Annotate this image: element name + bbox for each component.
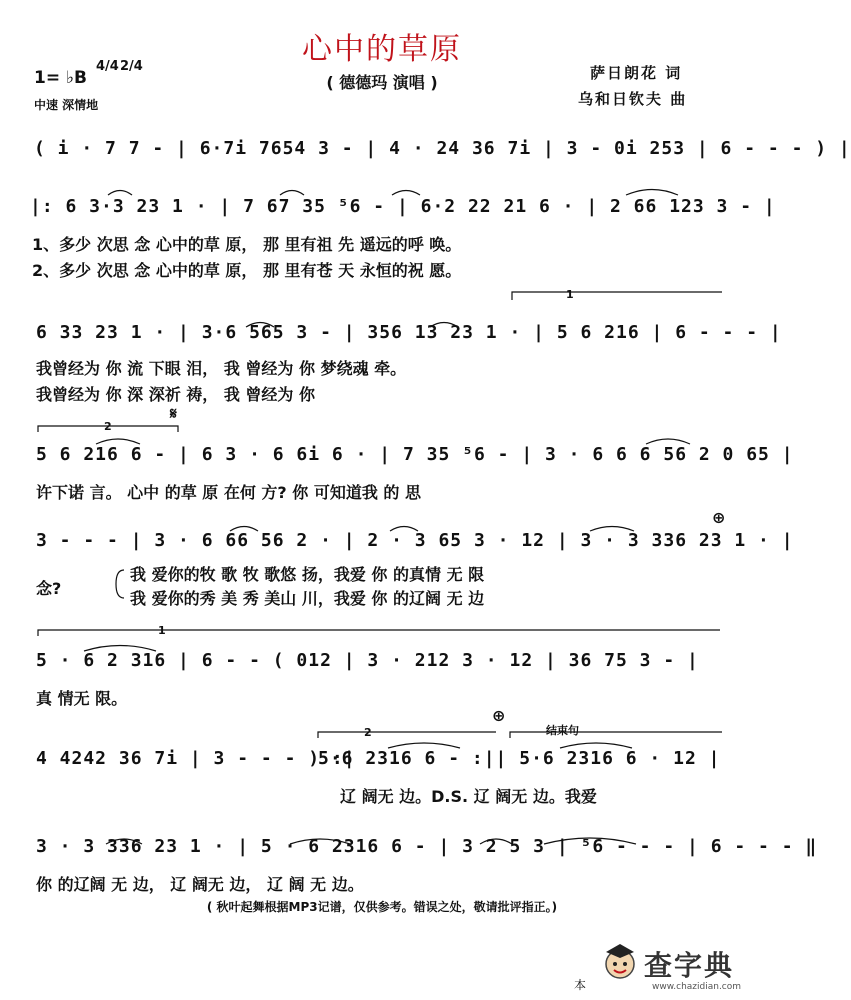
score-row-6: 5 · 6 2 316 | 6 - - ( 012 | 3 · 212 3 · 12 | 36 75 3 - | [36,650,699,671]
lyric-row-5-label: 念? [36,579,62,598]
lyric-row-4: 许下诺 言。 心中 的草 原 在何 方? 你 可知道我 的 思 [36,483,421,502]
volta-1-label-second: 1 [158,624,166,637]
lyricist-credit: 萨日朗花 词 [590,64,683,82]
score-row-7-right: 5·6 2316 6 - :|| 5·6 2316 6 · 12 | [318,748,721,769]
volta-2-label: 2 [104,420,112,433]
key-signature: 1= ♭B [34,68,87,88]
lyric-row-3-verse-2: 我曾经为 你 深 深祈 祷， 我 曾经为 你 [36,385,315,404]
lyric-row-5-verse-1: 我 爱你的牧 歌 牧 歌悠 扬，我爱 你 的真情 无 限 [130,565,485,584]
volta-2-label-second: 2 [364,726,372,739]
time-signature-44-text: 4/4 [96,59,119,74]
score-row-7-left: 4 4242 36 7i | 3 - - - ) :| [36,748,356,769]
coda-sign-second: ⊕ [492,706,506,725]
score-row-1: ( i · 7 7 - | 6·7i 7654 3 - | 4 · 24 36 7i | 3 - 0i 253 | 6 - - - ) | [34,138,851,159]
coda-sign: ⊕ [712,508,726,527]
lyric-row-5-verse-2: 我 爱你的秀 美 秀 美山 川，我爱 你 的辽阔 无 边 [130,589,485,608]
lyric-row-3-verse-1: 我曾经为 你 流 下眼 泪， 我 曾经为 你 梦绕魂 牵。 [36,359,407,378]
score-row-4: 5 6 216 6 - | 6 3 · 6 6i 6 · | 7 35 ⁵6 - | 3 · 6 6 6 56 2 0 65 | [36,444,794,465]
watermark-prefix: 本 [574,978,587,992]
score-row-2: |: 6 3·3 23 1 · | 7 67 35 ⁵6 - | 6·2 22 21 6 · | 2 66 123 3 - | [30,196,776,217]
lyric-row-7: 辽 阔无 边。D.S. 辽 阔无 边。我爱 [340,787,597,806]
performer-subtitle: ( 德德玛 演唱 ) [326,73,438,92]
song-title: 心中的草原 [302,32,462,67]
score-row-3: 6 33 23 1 · | 3·6 565 3 - | 356 13 23 1 · | 5 6 216 | 6 - - - | [36,322,782,343]
score-row-8: 3 · 3 336 23 1 · | 5 · 6 2316 6 - | 3 2 5 3 | ⁵6 - - - | 6 - - - ‖ [36,836,818,857]
watermark-url: www.chazidian.com [652,982,742,992]
lyric-row-2-verse-1: 1、多少 次思 念 心中的草 原， 那 里有祖 先 遥远的呼 唤。 [32,235,462,254]
tempo-marking: 中速 深情地 [34,98,99,112]
ending-label: 结束句 [546,724,579,737]
footer-note: ( 秋叶起舞根据MP3记谱，仅供参考。错误之处，敬请批评指正。) [206,900,558,914]
volta-1-label: 1 [566,288,574,301]
score-row-5: 3 - - - | 3 · 6 66 56 2 · | 2 · 3 65 3 · 12 | 3 · 3 336 23 1 · | [36,530,794,551]
watermark-text: 查字典 [644,949,735,982]
watermark-logo-icon [600,940,640,980]
time-signature-24-text: 2/4 [120,59,143,74]
lyric-row-6: 真 情无 限。 [36,689,128,708]
lyric-row-8: 你 的辽阔 无 边， 辽 阔无 边， 辽 阔 无 边。 [36,875,364,894]
composer-credit: 乌和日钦夫 曲 [578,90,688,108]
segno-sign: 𝄋 [170,404,177,423]
lyric-row-2-verse-2: 2、多少 次思 念 心中的草 原， 那 里有苍 天 永恒的祝 愿。 [32,261,462,280]
